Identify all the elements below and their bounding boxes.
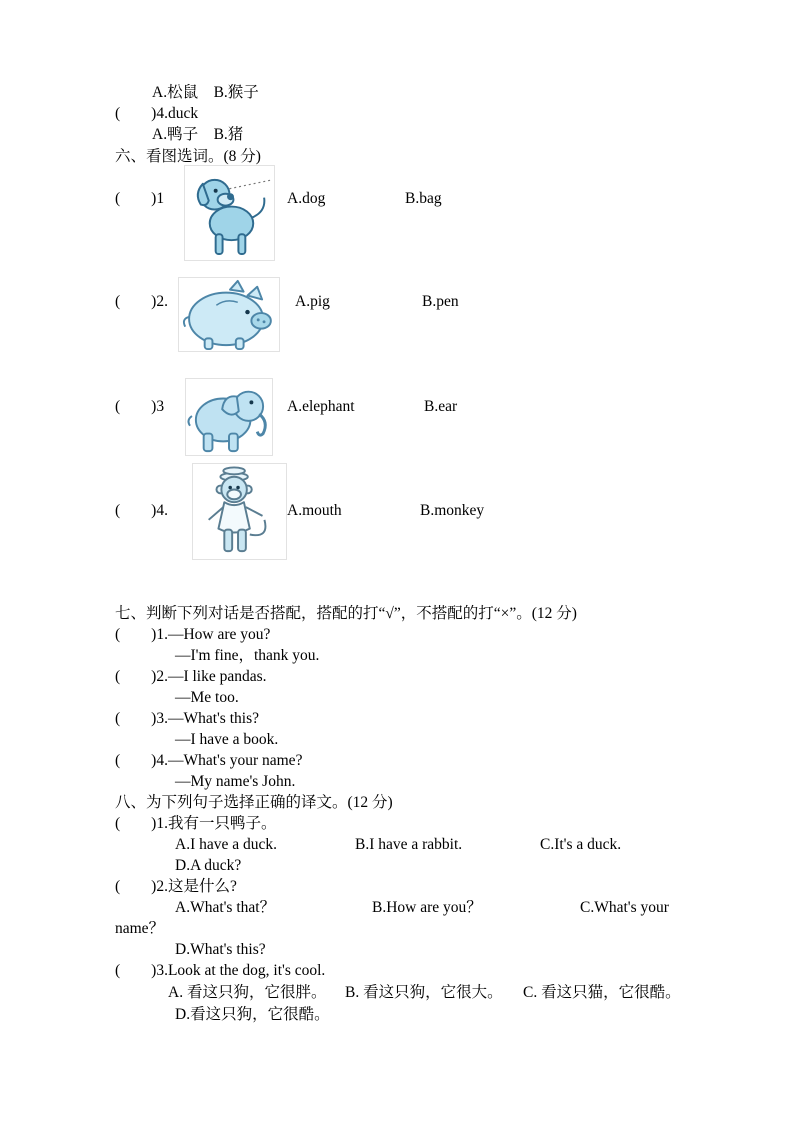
s8-item3-option-b: B. 看这只狗，它很大。	[345, 984, 503, 1001]
s8-item2-question: ( )2.这是什么?	[115, 878, 237, 895]
s6-item1-option-b: B.bag	[405, 190, 442, 207]
question-4-duck: ( )4.duck	[115, 105, 199, 122]
s6-item3-option-b: B.ear	[424, 398, 458, 415]
s6-item3-number: ( )3	[115, 398, 165, 415]
s7-item3-question: ( )3.—What's this?	[115, 710, 259, 727]
pig-image	[178, 277, 280, 352]
s7-item2-answer: —Me too.	[175, 689, 239, 706]
section7-title: 七、判断下列对话是否搭配，搭配的打“√”，不搭配的打“×”。(12 分)	[115, 605, 577, 622]
prev-question-options: A.松鼠 B.猴子	[152, 84, 259, 101]
s7-item3-answer: —I have a book.	[175, 731, 279, 748]
s8-item1-option-a: A.I have a duck.	[175, 836, 277, 853]
monkey-image	[192, 463, 287, 560]
s7-item4-question: ( )4.—What's your name?	[115, 752, 303, 769]
s8-item3-option-c: C. 看这只猫，它很酷。	[523, 984, 681, 1001]
s6-item1-option-a: A.dog	[287, 190, 326, 207]
s6-item2-option-b: B.pen	[422, 293, 459, 310]
s8-item2-option-d: D.What's this?	[175, 941, 266, 958]
s7-item2-question: ( )2.—I like pandas.	[115, 668, 267, 685]
s6-item4-option-b: B.monkey	[420, 502, 485, 519]
s8-item3-option-d: D.看这只狗，它很酷。	[175, 1006, 330, 1023]
s6-item4-option-a: A.mouth	[287, 502, 342, 519]
s7-item1-question: ( )1.—How are you?	[115, 626, 271, 643]
s8-item1-option-b: B.I have a rabbit.	[355, 836, 463, 853]
s8-item2-option-a: A.What's that？	[175, 899, 276, 916]
s6-item2-option-a: A.pig	[295, 293, 330, 310]
s6-item2-number: ( )2.	[115, 293, 168, 310]
elephant-image	[185, 378, 273, 456]
s7-item1-answer: —I'm fine，thank you.	[175, 647, 320, 664]
s8-item1-option-d: D.A duck?	[175, 857, 242, 874]
section6-title: 六、看图选词。(8 分)	[115, 148, 261, 165]
s8-item2-option-c-line2: name？	[115, 920, 165, 937]
question-4-options: A.鸭子 B.猪	[152, 126, 244, 143]
s6-item1-number: ( )1	[115, 190, 165, 207]
s8-item1-question: ( )1.我有一只鸭子。	[115, 815, 277, 832]
s8-item1-option-c: C.It's a duck.	[540, 836, 622, 853]
s8-item2-option-b: B.How are you？	[372, 899, 482, 916]
s8-item3-question: ( )3.Look at the dog, it's cool.	[115, 962, 326, 979]
s6-item4-number: ( )4.	[115, 502, 168, 519]
s6-item3-option-a: A.elephant	[287, 398, 355, 415]
s8-item2-option-c-line1: C.What's your	[580, 899, 669, 916]
section8-title: 八、为下列句子选择正确的译文。(12 分)	[115, 794, 393, 811]
s7-item4-answer: —My name's John.	[175, 773, 296, 790]
dog-image	[184, 165, 275, 261]
s8-item3-option-a: A. 看这只狗，它很胖。	[168, 984, 327, 1001]
